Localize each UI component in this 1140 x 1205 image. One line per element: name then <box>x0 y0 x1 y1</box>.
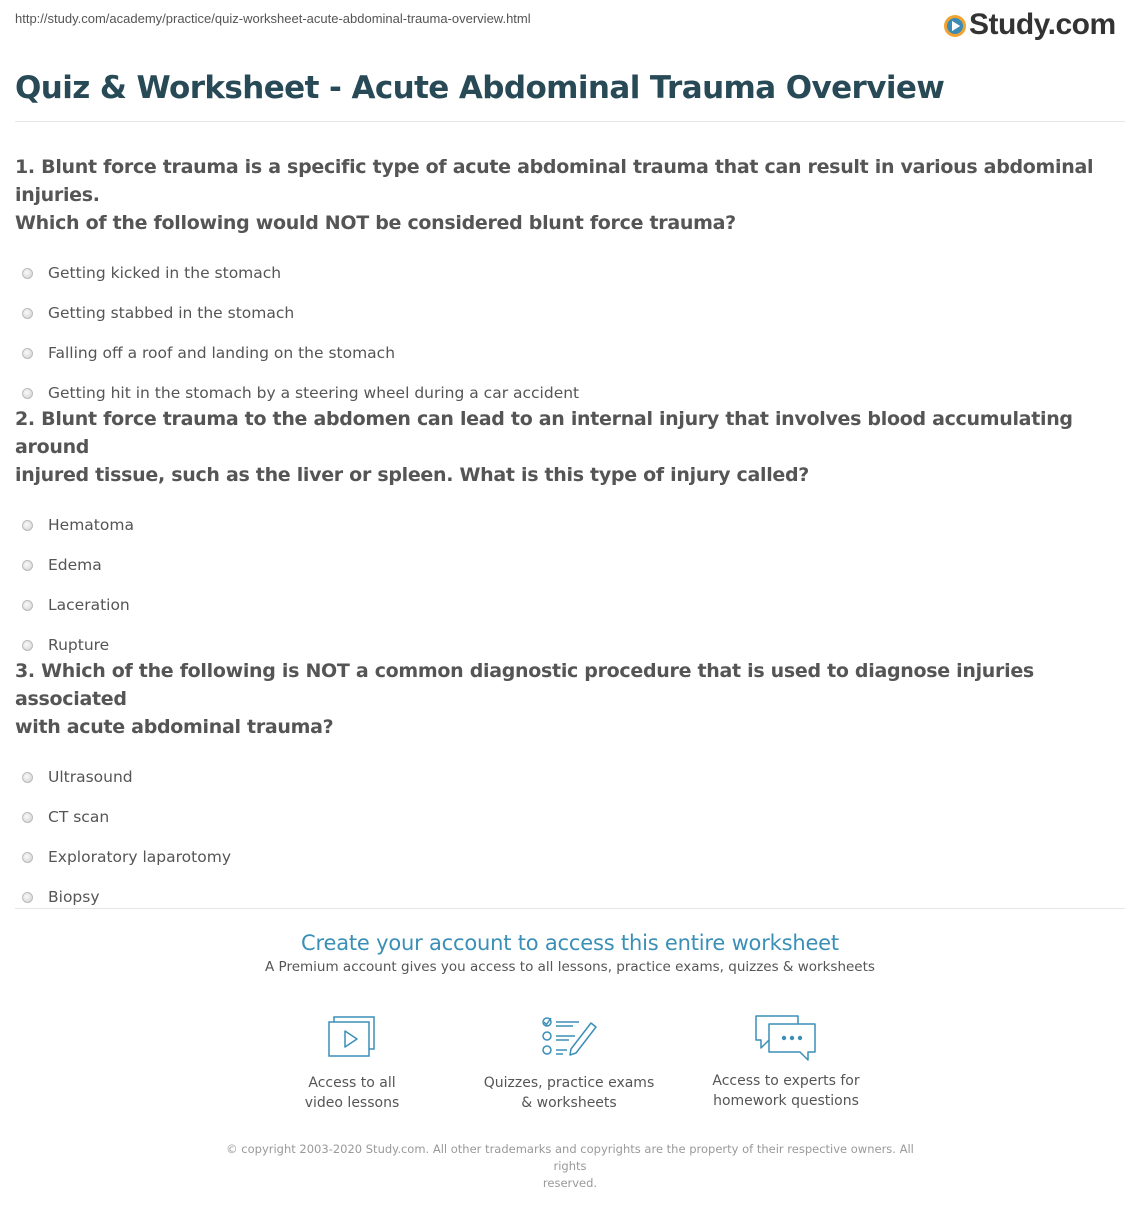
radio-icon[interactable] <box>22 348 33 359</box>
feature-label-line: & worksheets <box>521 1095 617 1111</box>
study-logo[interactable] <box>944 8 1116 42</box>
option-label: Rupture <box>48 636 110 654</box>
logo-text: Study.com <box>969 8 1116 41</box>
radio-icon[interactable] <box>22 560 33 571</box>
feature-experts <box>686 1013 886 1111</box>
video-lesson-icon <box>326 1015 378 1061</box>
copyright-line: reserved. <box>542 1176 598 1190</box>
question-text-line: 3. Which of the following is NOT a common diagnostic procedure that is used to diagnose injuries associated <box>15 660 1034 710</box>
option-label: Hematoma <box>48 516 134 534</box>
radio-icon[interactable] <box>22 388 33 399</box>
radio-icon[interactable] <box>22 640 33 651</box>
answer-option[interactable] <box>15 293 1125 333</box>
options-list <box>15 757 1125 917</box>
answer-option[interactable] <box>15 877 1125 917</box>
answer-option[interactable] <box>15 585 1125 625</box>
radio-icon[interactable] <box>22 892 33 903</box>
radio-icon[interactable] <box>22 268 33 279</box>
signup-cta <box>0 931 1140 975</box>
answer-option[interactable] <box>15 505 1125 545</box>
question-text-line: Which of the following would NOT be considered blunt force trauma? <box>15 212 736 234</box>
feature-label-line: Access to experts for <box>712 1073 860 1089</box>
feature-label-line: homework questions <box>713 1093 859 1109</box>
cta-subtitle: A Premium account gives you access to all lessons, practice exams, quizzes & worksheets <box>265 959 875 975</box>
question-text <box>15 405 1125 489</box>
feature-video-lessons <box>252 1015 452 1113</box>
copyright-notice <box>210 1141 930 1192</box>
answer-option[interactable] <box>15 797 1125 837</box>
radio-icon[interactable] <box>22 812 33 823</box>
create-account-link[interactable]: Create your account to access this entire worksheet <box>301 931 839 955</box>
answer-option[interactable] <box>15 253 1125 293</box>
radio-icon[interactable] <box>22 308 33 319</box>
question-text-line: 2. Blunt force trauma to the abdomen can lead to an internal injury that involves blood accumulating around <box>15 408 1073 458</box>
option-label: Getting kicked in the stomach <box>48 264 282 282</box>
question-text <box>15 657 1125 741</box>
quiz-checklist-icon <box>539 1015 599 1061</box>
question-2 <box>15 405 1125 665</box>
feature-label <box>252 1073 452 1113</box>
page-title: Quiz & Worksheet - Acute Abdominal Trauma Overview <box>15 70 945 106</box>
option-label: Ultrasound <box>48 768 133 786</box>
chat-bubbles-icon <box>753 1013 819 1063</box>
options-list <box>15 253 1125 413</box>
page-url: http://study.com/academy/practice/quiz-worksheet-acute-abdominal-trauma-overview.html <box>15 11 531 26</box>
radio-icon[interactable] <box>22 852 33 863</box>
radio-icon[interactable] <box>22 520 33 531</box>
option-label: CT scan <box>48 808 110 826</box>
feature-label <box>686 1071 886 1111</box>
answer-option[interactable] <box>15 757 1125 797</box>
option-label: Exploratory laparotomy <box>48 848 231 866</box>
radio-icon[interactable] <box>22 772 33 783</box>
option-label: Getting hit in the stomach by a steering wheel during a car accident <box>48 384 580 402</box>
option-label: Falling off a roof and landing on the stomach <box>48 344 396 362</box>
question-text-line: 1. Blunt force trauma is a specific type of acute abdominal trauma that can result in various abdominal injuries. <box>15 156 1094 206</box>
cta-divider <box>15 908 1125 909</box>
options-list <box>15 505 1125 665</box>
question-1 <box>15 153 1125 413</box>
feature-label-line: video lessons <box>304 1095 400 1111</box>
answer-option[interactable] <box>15 545 1125 585</box>
question-3 <box>15 657 1125 917</box>
feature-label-line: Quizzes, practice exams <box>483 1075 655 1091</box>
option-label: Biopsy <box>48 888 100 906</box>
play-logo-icon <box>944 15 966 37</box>
option-label: Laceration <box>48 596 130 614</box>
question-text <box>15 153 1125 237</box>
option-label: Edema <box>48 556 102 574</box>
question-text-line: with acute abdominal trauma? <box>15 716 334 738</box>
radio-icon[interactable] <box>22 600 33 611</box>
option-label: Getting stabbed in the stomach <box>48 304 295 322</box>
answer-option[interactable] <box>15 837 1125 877</box>
feature-label <box>469 1073 669 1113</box>
copyright-line: © copyright 2003-2020 Study.com. All other trademarks and copyrights are the property of their respective owners. All rights <box>226 1142 914 1173</box>
title-divider <box>15 121 1125 122</box>
answer-option[interactable] <box>15 333 1125 373</box>
feature-quizzes <box>469 1015 669 1113</box>
feature-label-line: Access to all <box>308 1075 396 1091</box>
question-text-line: injured tissue, such as the liver or spleen. What is this type of injury called? <box>15 464 810 486</box>
